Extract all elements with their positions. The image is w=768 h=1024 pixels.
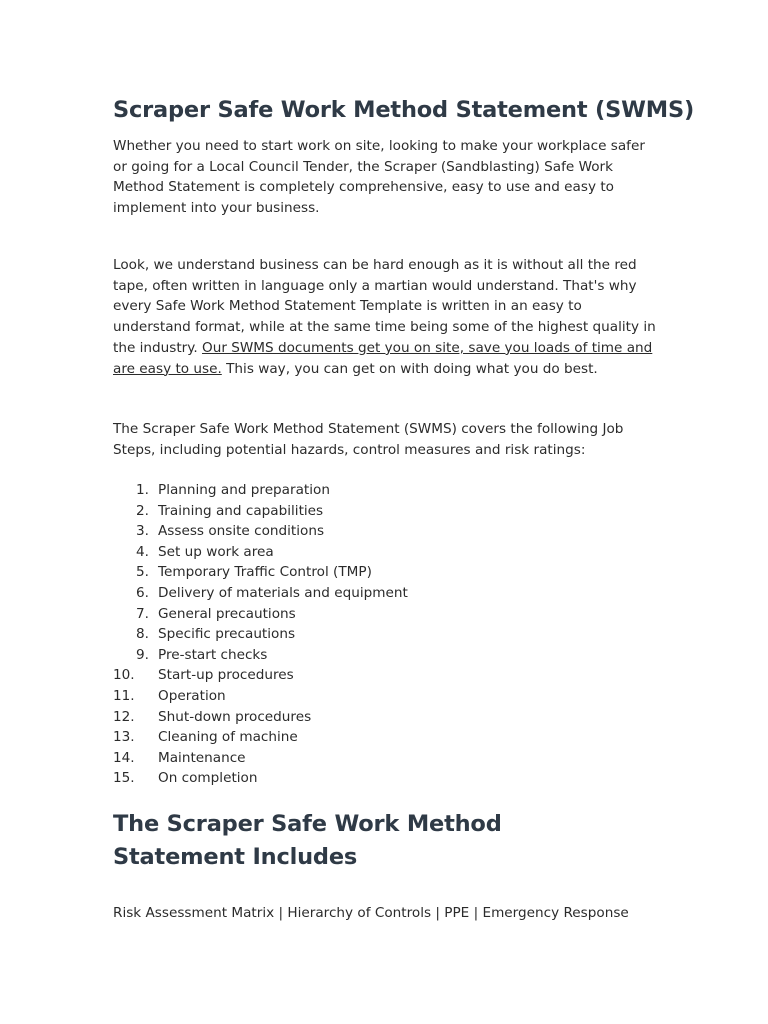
list-item-label: Specific precautions <box>158 626 296 643</box>
list-item-label: Set up work area <box>158 543 274 560</box>
list-item-number: 3. <box>136 523 149 540</box>
list-item-number: 10. <box>113 667 135 684</box>
second-paragraph <box>113 255 658 379</box>
list-item-label: Operation <box>158 687 226 704</box>
includes-heading-line-1: The Scraper Safe Work Method <box>113 811 502 837</box>
list-item-number: 7. <box>136 605 149 622</box>
list-item-number: 6. <box>136 584 149 601</box>
list-item-number: 13. <box>113 729 135 746</box>
list-item-number: 9. <box>136 646 149 663</box>
list-item <box>113 665 408 686</box>
list-item-label: Training and capabilities <box>158 502 324 519</box>
list-item-number: 2. <box>136 502 149 519</box>
list-item-number: 11. <box>113 687 135 704</box>
list-item <box>113 768 408 789</box>
list-item <box>113 686 408 707</box>
list-item-number: 4. <box>136 543 149 560</box>
list-item-label: On completion <box>158 770 258 787</box>
list-item <box>113 521 408 542</box>
list-item-number: 8. <box>136 626 149 643</box>
list-item <box>113 480 408 501</box>
list-item-label: Delivery of materials and equipment <box>158 584 408 601</box>
intro-paragraph: Whether you need to start work on site, looking to make your workplace safer or going for a Local Council Tender, the Scraper (Sandblasting) Safe Work Method Statement is completely comprehensive, easy to use and easy to implement into your business. <box>113 138 645 217</box>
list-item-label: Temporary Traffic Control (TMP) <box>158 564 372 581</box>
list-item-number: 12. <box>113 708 135 725</box>
list-item-label: Cleaning of machine <box>158 729 298 746</box>
list-item <box>113 645 408 666</box>
list-item <box>113 542 408 563</box>
list-item-label: Start-up procedures <box>158 667 294 684</box>
list-item <box>113 727 408 748</box>
list-item <box>113 604 408 625</box>
list-item-label: Planning and preparation <box>158 482 330 498</box>
list-item-number: 1. <box>136 482 149 498</box>
list-item <box>113 624 408 645</box>
second-paragraph-text: Look, we understand business can be hard enough as it is without all the red tape, often written in language only a martian would understand. That's why every Safe Work Method Statement Template is written in an easy to understand format, while at the same time being some of the highest quality in the industry. <box>113 257 656 356</box>
list-item <box>113 748 408 769</box>
list-item-label: Shut-down procedures <box>158 708 312 725</box>
includes-list: Risk Assessment Matrix | Hierarchy of Controls | PPE | Emergency Response <box>113 905 629 921</box>
list-item <box>113 707 408 728</box>
document-title: Scraper Safe Work Method Statement (SWMS) <box>113 97 695 123</box>
list-item-number: 5. <box>136 564 149 581</box>
steps-intro-paragraph: The Scraper Safe Work Method Statement (SWMS) covers the following Job Steps, including potential hazards, control measures and risk ratings: <box>113 421 624 458</box>
includes-heading-line-2: Statement Includes <box>113 844 358 870</box>
list-item-label: Maintenance <box>158 749 246 766</box>
list-item-label: Assess onsite conditions <box>158 523 325 540</box>
list-item-number: 14. <box>113 749 135 766</box>
list-item-label: Pre-start checks <box>158 646 268 663</box>
list-item-label: General precautions <box>158 605 296 622</box>
list-item <box>113 501 408 522</box>
list-item <box>113 562 408 583</box>
swms-benefits-link[interactable]: Our SWMS documents get you on site, save you loads of time and are easy to use. <box>113 339 653 377</box>
job-steps-list <box>113 480 408 789</box>
list-item-number: 15. <box>113 770 135 787</box>
second-paragraph-tail: This way, you can get on with doing what you do best. <box>221 360 598 377</box>
includes-heading <box>113 808 502 874</box>
list-item <box>113 583 408 604</box>
